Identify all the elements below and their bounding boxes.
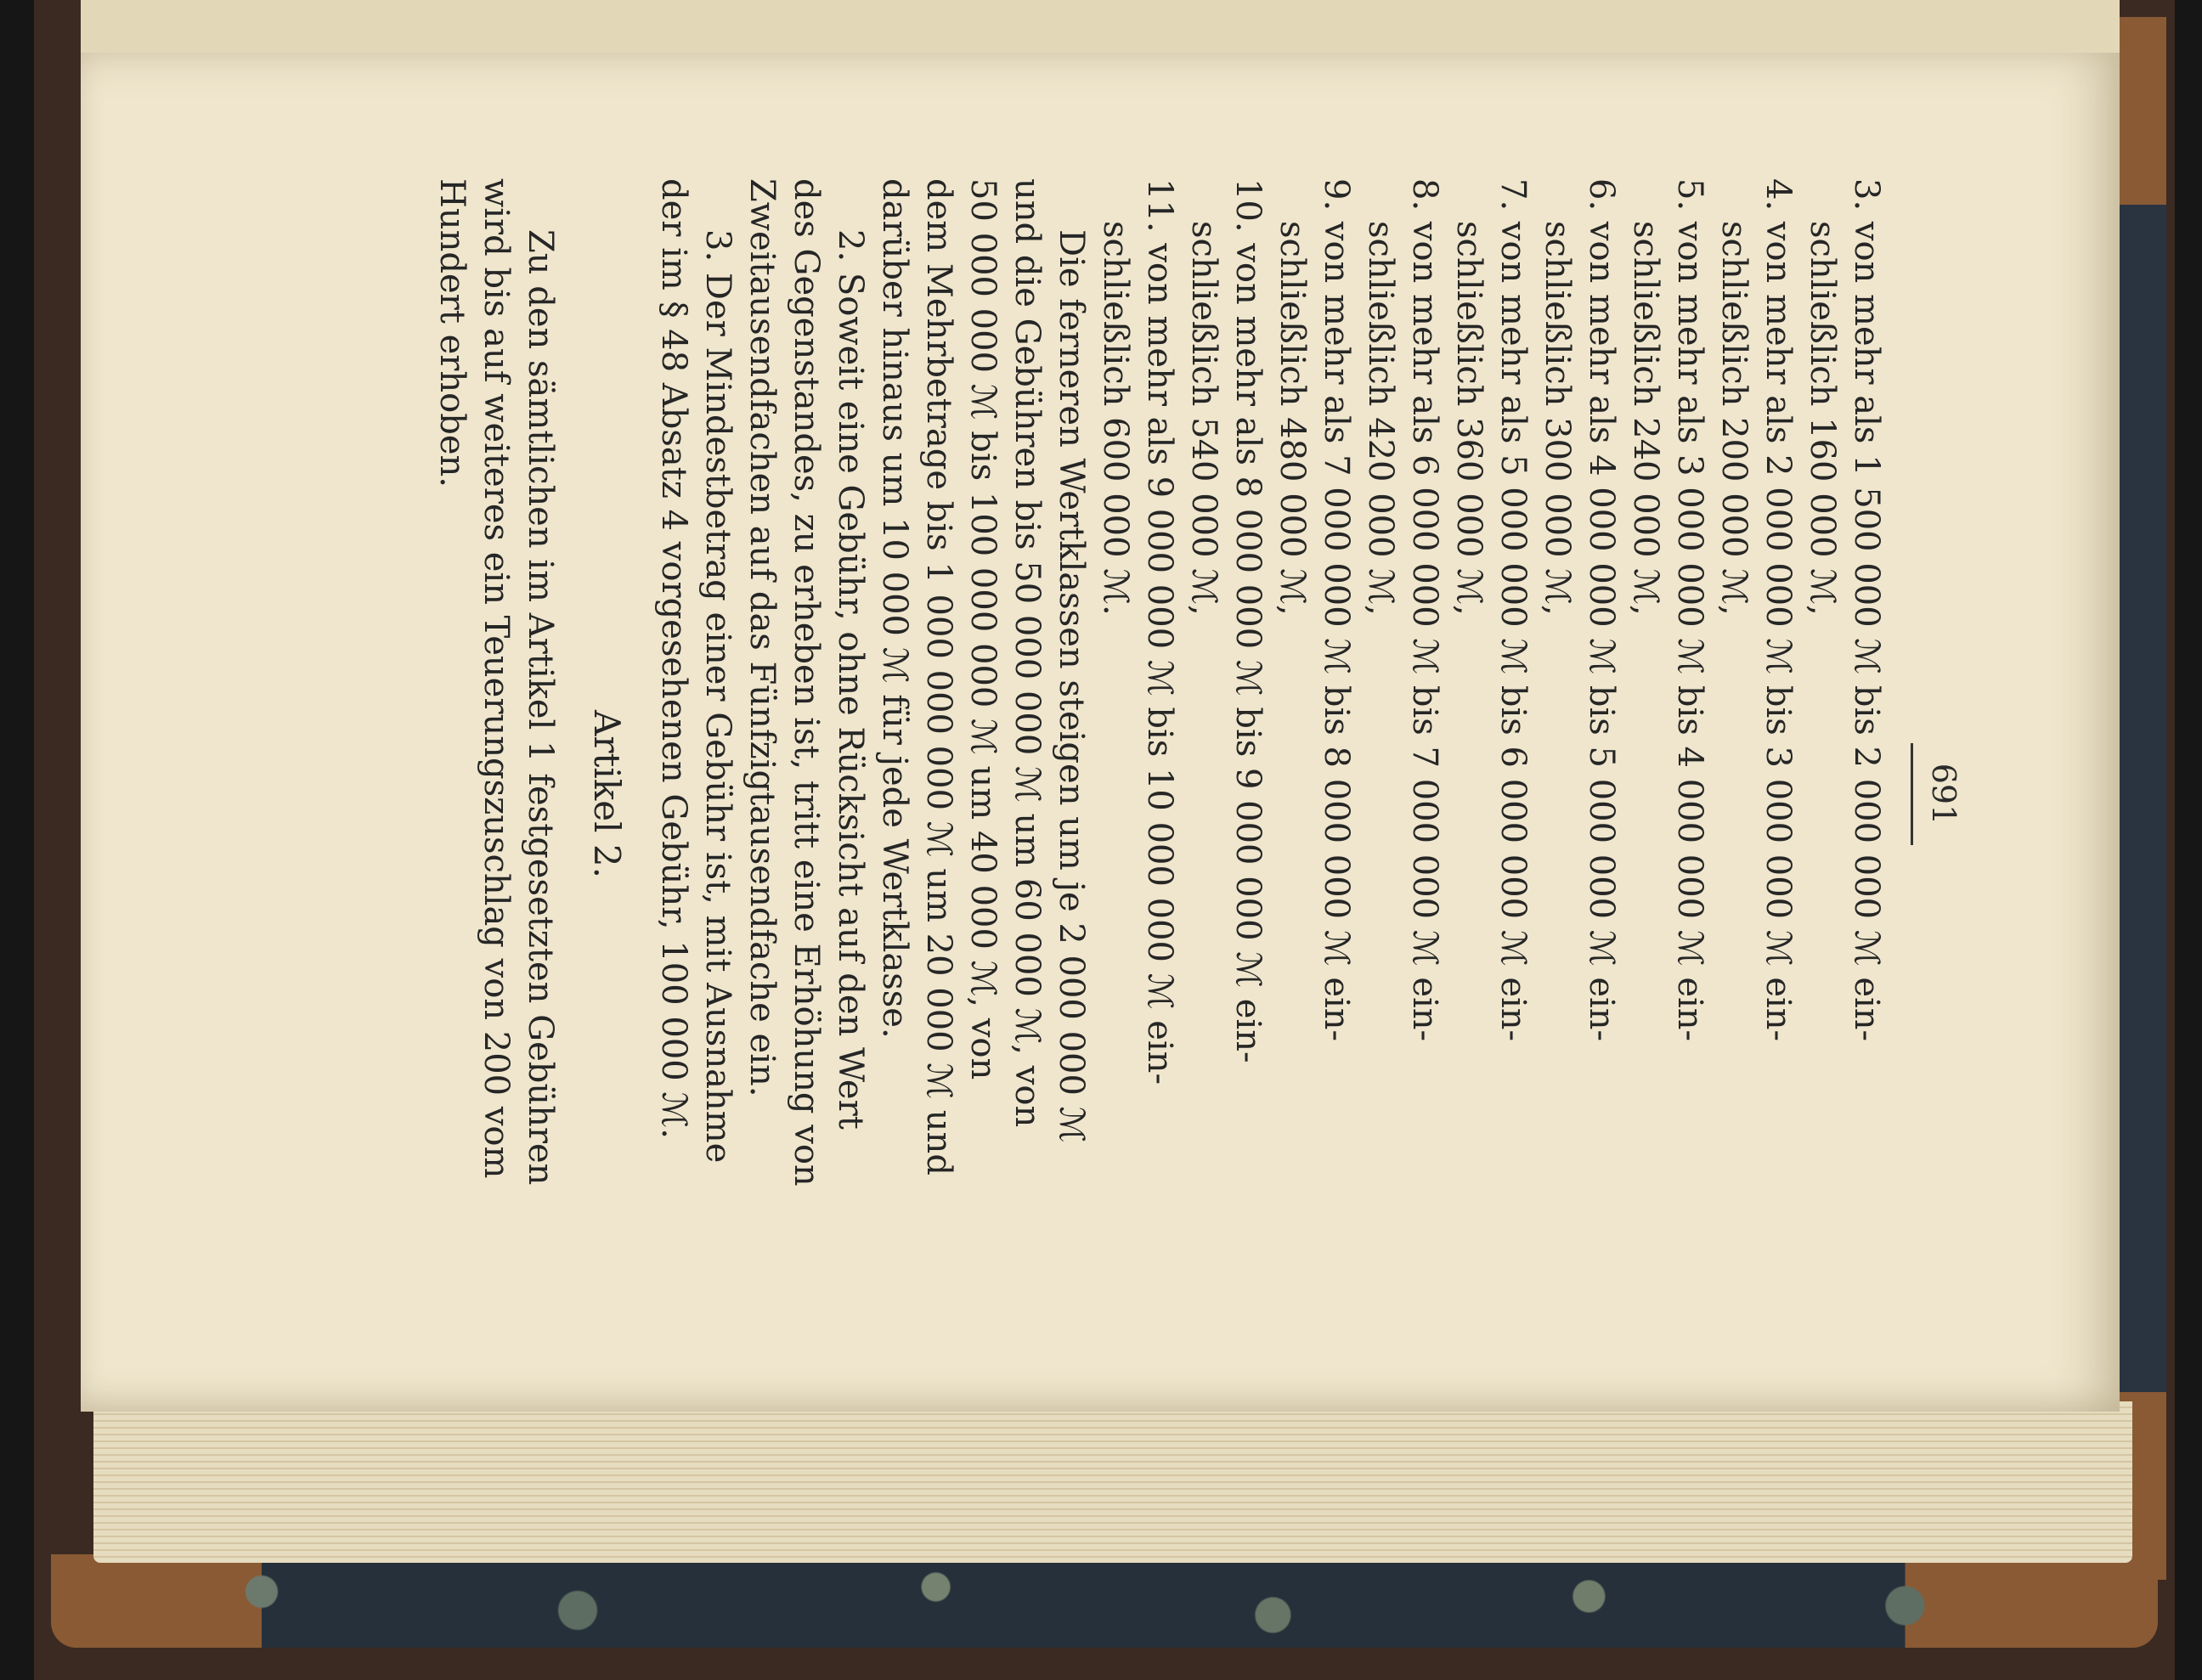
- list-line: schließlich 420 000 ℳ,: [1361, 221, 1400, 616]
- paragraph-line: 50 000 000 ℳ bis 100 000 000 ℳ um 40 000 ℳ, von: [963, 178, 1002, 1080]
- page-stack: [93, 1401, 2132, 1563]
- page-number: 691: [1925, 763, 1962, 826]
- list-line: schließlich 300 000 ℳ,: [1538, 221, 1577, 616]
- list-line: 6. von mehr als 4 000 000 ℳ bis 5 000 000 ℳ ein-: [1582, 178, 1621, 1042]
- paragraph-line: und die Gebühren bis 50 000 000 ℳ um 60 000 ℳ, von: [1008, 178, 1047, 1128]
- list-line: schließlich 360 000 ℳ,: [1449, 221, 1488, 616]
- paragraph-line: 3. Der Mindestbetrag einer Gebühr ist, mit Ausnahme: [698, 229, 737, 1164]
- list-line: 8. von mehr als 6 000 000 ℳ bis 7 000 000 ℳ ein-: [1405, 178, 1444, 1042]
- paragraph-line: darüber hinaus um 10 000 ℳ für jede Wertklasse.: [875, 178, 914, 1039]
- text-inner: [306, 178, 1962, 1410]
- list-line: 7. von mehr als 5 000 000 ℳ bis 6 000 000 ℳ ein-: [1493, 178, 1533, 1042]
- paragraph-line: Zu den sämtlichen im Artikel 1 festgesetzten Gebühren: [521, 229, 560, 1186]
- header-rule: [1911, 743, 1913, 845]
- list-line: schließlich 540 000 ℳ,: [1184, 221, 1223, 616]
- paragraph-line: der im § 48 Absatz 4 vorgesehenen Gebühr, 100 000 ℳ.: [654, 178, 693, 1139]
- list-line: schließlich 240 000 ℳ,: [1626, 221, 1665, 616]
- paragraph-line: des Gegenstandes, zu erheben ist, tritt eine Erhöhung von: [787, 178, 826, 1187]
- paragraph-line: Zweitausendfachen auf das Fünfzigtausendfache ein.: [742, 178, 782, 1097]
- list-line: 9. von mehr als 7 000 000 ℳ bis 8 000 000 ℳ ein-: [1317, 178, 1356, 1042]
- list-line: 5. von mehr als 3 000 000 ℳ bis 4 000 000 ℳ ein-: [1670, 178, 1709, 1042]
- list-line: schließlich 480 000 ℳ,: [1273, 221, 1312, 616]
- list-line: schließlich 160 000 ℳ,: [1803, 221, 1842, 616]
- rotated-text-area: [306, 178, 1962, 1410]
- list-line: 4. von mehr als 2 000 000 ℳ bis 3 000 000 ℳ ein-: [1759, 178, 1798, 1042]
- paragraph-line: wird bis auf weiteres ein Teuerungszuschlag von 200 vom: [477, 178, 516, 1179]
- list-line: schließlich 600 000 ℳ.: [1096, 221, 1135, 616]
- marbled-edge-bottom: [51, 1554, 2158, 1648]
- list-line: 10. von mehr als 8 000 000 ℳ bis 9 000 000 ℳ ein-: [1228, 178, 1268, 1063]
- paragraph-line: Die ferneren Wertklassen steigen um je 2 000 000 ℳ: [1052, 229, 1091, 1143]
- paragraph-line: dem Mehrbetrage bis 1 000 000 000 ℳ um 20 000 ℳ und: [919, 178, 958, 1175]
- list-line: 3. von mehr als 1 500 000 ℳ bis 2 000 000 ℳ ein-: [1847, 178, 1886, 1042]
- article-heading: Artikel 2.: [586, 710, 628, 878]
- text-block: [306, 178, 1962, 1410]
- paragraph-line: Hundert erhoben.: [432, 178, 471, 488]
- paragraph-line: 2. Soweit eine Gebühr, ohne Rücksicht auf den Wert: [831, 229, 870, 1130]
- list-line: 11. von mehr als 9 000 000 ℳ bis 10 000 000 ℳ ein-: [1140, 178, 1179, 1085]
- list-line: schließlich 200 000 ℳ,: [1714, 221, 1753, 616]
